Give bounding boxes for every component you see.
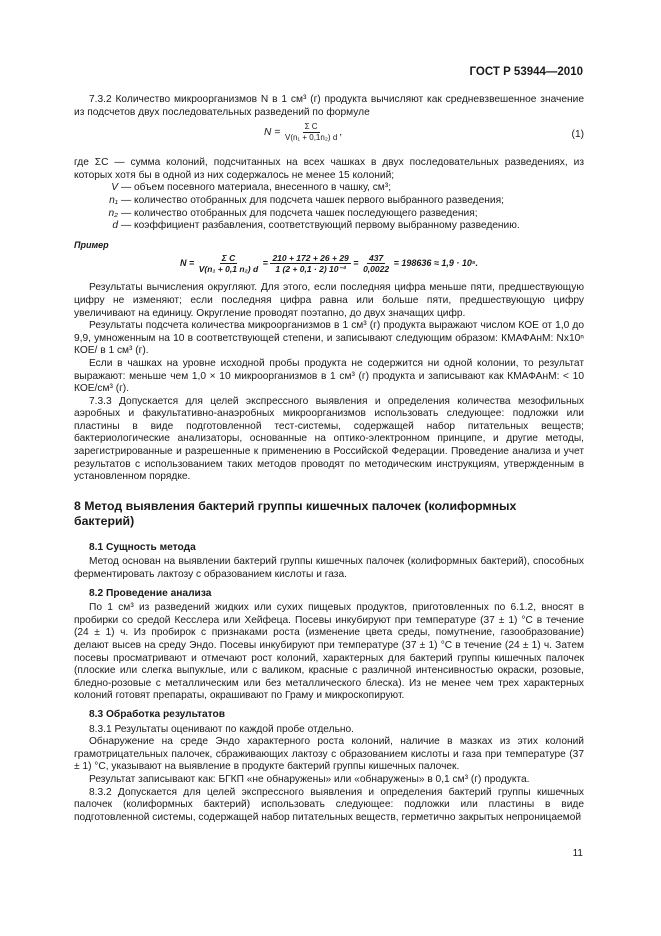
page-number: 11	[572, 848, 583, 859]
definition-symbol: V	[111, 182, 118, 194]
definition-n1	[74, 195, 584, 208]
definition-text: — количество отобранных для подсчета чашек первого выбранного разведения;	[121, 194, 504, 206]
example-f3-num: 437	[368, 253, 384, 264]
definition-text: — объем посевного материала, внесенного в чашку, см³;	[121, 182, 392, 194]
paragraph-8-2: По 1 см³ из разведений жидких или сухих пищевых продуктов, приготовленных по 6.1.2, вносят в пробирки со средой Кесслера или Хейфеца. Посевы инкубируют при температуре (37 ± 1) °С в течение (24 ± 1) ч. Из пробирок с признаками роста (изменение цвета среды, помутнение, газообразование) делают высев на среду Эндо. Посевы инкубируют при температуре (37 ± 1) °С в течение (24 ± 1) ч. Затем посевы просматривают и отмечают рост колоний, характерных для бактерий группы кишечных палочек (плоские или слегка выпуклые, или с валиком, красные с различной интенсивностью окраски, розовые, бледно-розовые с металлическим или без металлического блеска). Из не менее чем трех характерных колоний готовят препараты, окрашивают по Граму и микроскопируют.	[74, 602, 584, 702]
example-eq-1: =	[262, 258, 268, 269]
definition-n2	[74, 208, 584, 221]
formula-number: (1)	[571, 129, 584, 141]
formula-tail: ,	[339, 127, 343, 139]
example-f3-den: 0,0022	[363, 264, 390, 275]
paragraph-8-3-2: 8.3.2 Допускается для целей экспрессного выявления и определения бактерий группы кишечных палочек (колиформных бактерий) использовать следующее: подложки или пластины в виде подготовленной системы, содержащей набор питательных веществ, герметично закрытых непроницаемой	[74, 786, 584, 823]
paragraph-7-3-2: 7.3.2 Количество микроорганизмов N в 1 см³ (г) продукта вычисляют как средневзвешенное значение из подсчетов двух последовательных разведений по формуле	[74, 94, 584, 118]
example-label: Пример	[74, 239, 109, 250]
document-body	[74, 94, 584, 824]
example-f1-num: Σ C	[221, 253, 236, 264]
formula-lhs: N =	[264, 127, 281, 139]
section-8-title: 8 Метод выявления бактерий группы кишечных палочек (колиформных бактерий)	[74, 498, 517, 528]
definition-text: — количество отобранных для подсчета чашек последующего разведения;	[121, 207, 478, 219]
paragraph-koe: Результаты подсчета количества микроорганизмов в 1 см³ (г) продукта выражают числом КОЕ от 1,0 до 9,9, умноженным на 10 в соответствующей степени, и записывают следующим образом: КМАФАнМ: Nx10ⁿ КОЕ/ в 1 см³ (г).	[74, 320, 584, 357]
example-fraction-1	[197, 253, 260, 274]
formula-fraction	[283, 122, 339, 143]
definition-sum-c: где ΣC — сумма колоний, подсчитанных на всех чашках в двух последовательных разведениях, из которых хотя бы в одной из них содержалось не менее 15 колоний;	[74, 157, 584, 181]
formula-numerator: Σ C	[304, 122, 318, 132]
example-f2-den: 1 (2 + 0,1 · 2) 10⁻³	[275, 264, 346, 275]
formula-denominator: V(n₁ + 0,1n₂) d	[284, 133, 338, 143]
example-formula	[74, 253, 584, 274]
definition-symbol: n₁	[109, 194, 118, 206]
example-f2-num: 210 + 172 + 26 + 29	[272, 253, 349, 264]
example-fraction-2	[270, 253, 350, 274]
definition-v	[74, 182, 584, 195]
paragraph-rounding: Результаты вычисления округляют. Для этого, если последняя цифра меньше пяти, предшествующую цифру не изменяют; если последняя цифра равна или больше пяти, предшествующую цифру увеличивают на единицу. Округление проводят поэтапно, до двух значащих цифр.	[74, 282, 584, 319]
standard-header: ГОСТ Р 53944—2010	[469, 66, 583, 78]
paragraph-8-3-1: 8.3.1 Результаты оценивают по каждой пробе отдельно.	[89, 723, 355, 735]
subsection-8-2-title: 8.2 Проведение анализа	[89, 587, 212, 599]
definition-d	[74, 220, 584, 233]
example-result: = 198636 ≈ 1,9 · 10⁵.	[393, 258, 478, 269]
paragraph-8-3-1-c: Результат записывают как: БГКП «не обнаружены» или «обнаружены» в 0,1 см³ (г) продукта.	[89, 773, 530, 785]
paragraph-no-colonies: Если в чашках на уровне исходной пробы продукта не содержится ни одной колонии, то результат выражают: меньше чем 1,0 × 10 микроорганизмов в 1 см³ (г) продукта и записывают как КМАФАнМ: < 10 КОЕ/см³ (г).	[74, 357, 584, 395]
subsection-8-3-title: 8.3 Обработка результатов	[89, 708, 226, 720]
example-lhs: N =	[179, 258, 195, 269]
subsection-8-1-title: 8.1 Сущность метода	[89, 541, 196, 553]
paragraph-7-3-3: 7.3.3 Допускается для целей экспрессного выявления и определения количества мезофильных аэробных и факультативно-анаэробных микроорганизмов использовать следующее: подложки или пластины в виде подготовленной тест-системы, содержащей набор питательных веществ; бактериологические анализаторы, основанные на оптико-электронном принципе, и другие методы, зарегистрированные и разрешенные к применению в Российской Федерации. Проведение анализа и учет результатов с использованием таких методов проводят по методическим инструкциям, утвержденным в установленном порядке.	[74, 395, 584, 483]
definition-symbol: n₂	[108, 207, 118, 219]
example-f1-den: V(n₁ + 0,1 n₂) d	[198, 264, 259, 275]
paragraph-8-3-1-b: Обнаружение на среде Эндо характерного роста колоний, наличие в мазках из этих колоний грамотрицательных палочек, сбраживающих лактозу с образованием кислоты и газа при температуре (37 ± 1) °С, указывают на выявление в продукте бактерий группы кишечных палочек.	[74, 736, 584, 773]
example-fraction-3	[361, 253, 391, 274]
definition-symbol: d	[112, 220, 118, 232]
formula-1	[74, 119, 584, 157]
example-eq-2: =	[353, 258, 359, 269]
paragraph-8-1: Метод основан на выявлении бактерий группы кишечных палочек (колиформных бактерий), способных ферментировать лактозу с образованием кислоты и газа.	[74, 556, 584, 581]
definition-text: — коэффициент разбавления, соответствующий первому выбранному разведению.	[121, 220, 520, 232]
